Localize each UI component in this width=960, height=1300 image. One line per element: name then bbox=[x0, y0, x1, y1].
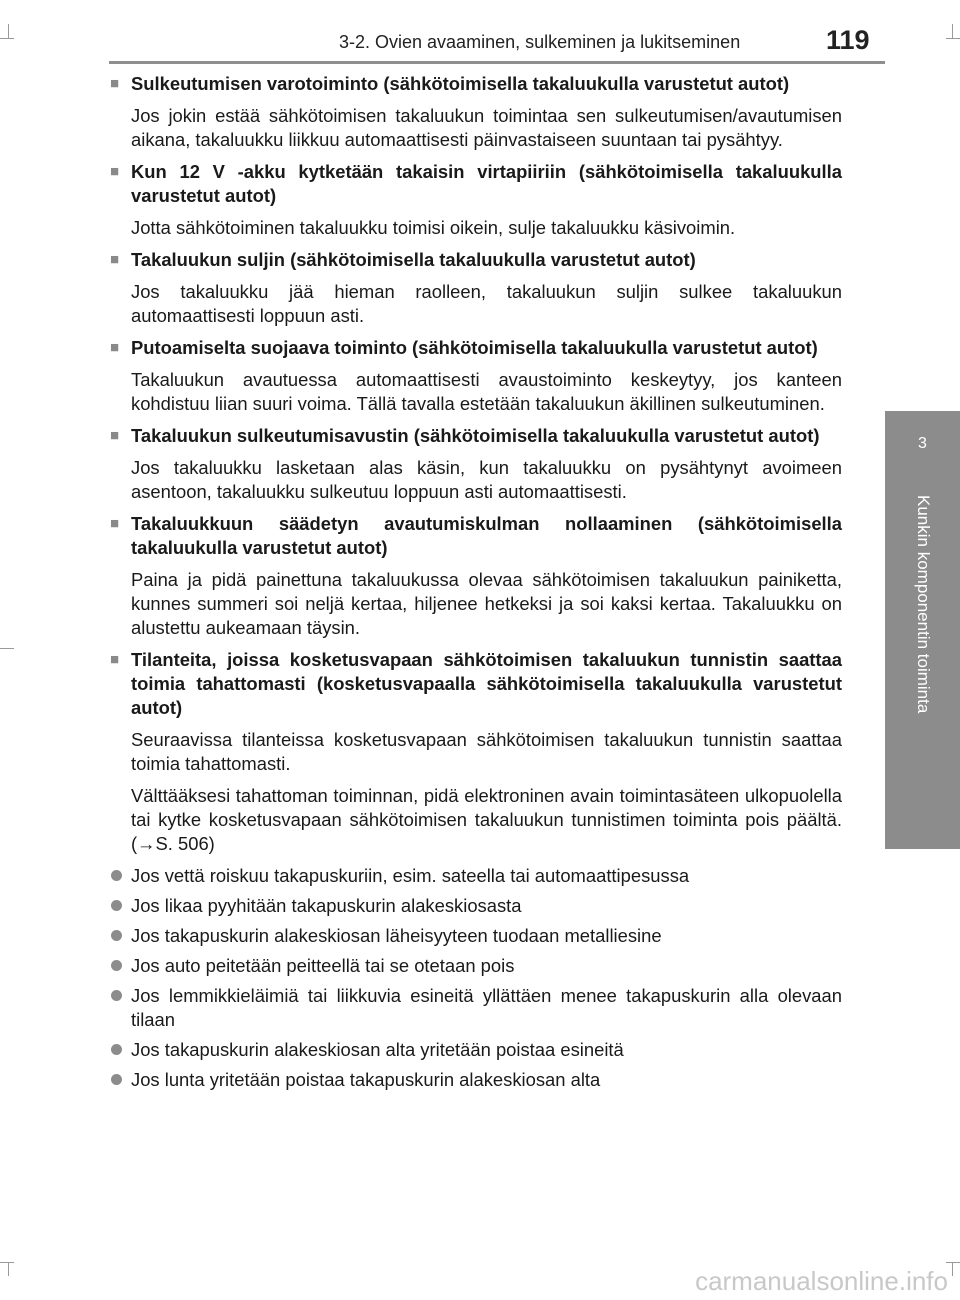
paragraph: Paina ja pidä painettuna takaluukussa olevaa sähkötoimisen takaluukun painiketta, kunnes summeri soi neljä kertaa, hiljenee hetkeksi ja soi kaksi kertaa. Takaluukku on alustettu aukeamaan täysin. bbox=[131, 569, 842, 638]
crop-mark bbox=[952, 1262, 953, 1276]
chapter-number: 3 bbox=[918, 435, 927, 452]
square-bullet-icon: ■ bbox=[110, 651, 120, 668]
paragraph: Seuraavissa tilanteissa kosketusvapaan sähkötoimisen takaluukun tunnistin saattaa toimia tahattomasti. bbox=[131, 729, 842, 774]
square-bullet-icon: ■ bbox=[110, 339, 120, 356]
round-bullet-icon bbox=[111, 990, 122, 1001]
list-item bbox=[110, 1038, 842, 1062]
crop-mark bbox=[0, 1262, 14, 1263]
section-heading-text: Kun 12 V -akku kytketään takaisin virtapiiriin (sähkötoimisella takaluukulla varustetut autot) bbox=[131, 161, 842, 206]
page-number: 119 bbox=[826, 25, 870, 55]
paragraph: Jos takaluukku lasketaan alas käsin, kun takaluukku on pysähtynyt avoimeen asentoon, takaluukku sulkeutuu loppuun asti automaattisesti. bbox=[131, 457, 842, 502]
header-rule bbox=[109, 61, 885, 64]
list-item bbox=[110, 954, 842, 978]
section-heading bbox=[110, 512, 842, 560]
list-item bbox=[110, 924, 842, 948]
section-heading bbox=[110, 160, 842, 208]
round-bullet-icon bbox=[111, 900, 122, 911]
paragraph: Välttääksesi tahattoman toiminnan, pidä elektroninen avain toimintasäteen ulkopuolella tai kytke kosketusvapaan sähkötoimisen takaluukun tunnistimen toiminta pois päältä. (→S. 506) bbox=[131, 785, 842, 854]
round-bullet-icon bbox=[111, 870, 122, 881]
section-heading bbox=[110, 72, 842, 96]
section-heading-text: Takaluukun sulkeutumisavustin (sähkötoimisella takaluukulla varustetut autot) bbox=[131, 425, 820, 446]
page-content bbox=[110, 72, 842, 1100]
section bbox=[110, 648, 842, 1092]
paragraph: Jos jokin estää sähkötoimisen takaluukun toimintaa sen sulkeutumisen/avautumisen aikana, takaluukku liikkuu automaattisesti päinvastaiseen suuntaan tai pysähtyy. bbox=[131, 105, 842, 150]
page-header bbox=[0, 0, 960, 62]
section-heading-text: Sulkeutumisen varotoiminto (sähkötoimisella takaluukulla varustetut autot) bbox=[131, 73, 790, 94]
section-heading-text: Tilanteita, joissa kosketusvapaan sähkötoimisen takaluukun tunnistin saattaa toimia tahattomasti (kosketusvapaalla sähkötoimisella takaluukulla varustetut autot) bbox=[131, 649, 842, 718]
list-item bbox=[110, 984, 842, 1032]
crop-mark bbox=[0, 648, 14, 649]
paragraph: Jotta sähkötoiminen takaluukku toimisi oikein, sulje takaluukku käsivoimin. bbox=[131, 217, 736, 238]
list-item-text: Jos auto peitetään peitteellä tai se otetaan pois bbox=[131, 955, 515, 976]
section-heading-text: Putoamiselta suojaava toiminto (sähkötoimisella takaluukulla varustetut autot) bbox=[131, 337, 818, 358]
section bbox=[110, 72, 842, 152]
paragraph: Takaluukun avautuessa automaattisesti avaustoiminto keskeytyy, jos kanteen kohdistuu liian suuri voima. Tällä tavalla estetään takaluukun äkillinen sulkeutuminen. bbox=[131, 369, 842, 414]
list-item-text: Jos takapuskurin alakeskiosan läheisyyteen tuodaan metalliesine bbox=[131, 925, 662, 946]
list-item bbox=[110, 864, 842, 888]
section-heading-text: Takaluukkuun säädetyn avautumiskulman nollaaminen (sähkötoimisella takaluukulla varustetut autot) bbox=[131, 513, 842, 558]
section-heading bbox=[110, 336, 842, 360]
section bbox=[110, 424, 842, 504]
square-bullet-icon: ■ bbox=[110, 427, 120, 444]
chapter-side-tab bbox=[885, 411, 960, 849]
crop-mark bbox=[8, 1262, 9, 1276]
round-bullet-icon bbox=[111, 1074, 122, 1085]
list-item-text: Jos takapuskurin alakeskiosan alta yritetään poistaa esineitä bbox=[131, 1039, 624, 1060]
section bbox=[110, 336, 842, 416]
section bbox=[110, 512, 842, 640]
list-item-text: Jos lemmikkieläimiä tai liikkuvia esineitä yllättäen menee takapuskurin alla olevaan tilaan bbox=[131, 985, 842, 1030]
square-bullet-icon: ■ bbox=[110, 163, 120, 180]
list-item-text: Jos likaa pyyhitään takapuskurin alakeskiosasta bbox=[131, 895, 522, 916]
square-bullet-icon: ■ bbox=[110, 515, 120, 532]
crop-mark bbox=[946, 1262, 960, 1263]
round-bullet-icon bbox=[111, 960, 122, 971]
list-item bbox=[110, 1068, 842, 1092]
section-heading-text: Takaluukun suljin (sähkötoimisella takaluukulla varustetut autot) bbox=[131, 249, 696, 270]
paragraph: Jos takaluukku jää hieman raolleen, takaluukun suljin sulkee takaluukun automaattisesti loppuun asti. bbox=[131, 281, 842, 326]
round-bullet-icon bbox=[111, 1044, 122, 1055]
section bbox=[110, 248, 842, 328]
round-bullet-icon bbox=[111, 930, 122, 941]
square-bullet-icon: ■ bbox=[110, 251, 120, 268]
list-item-text: Jos vettä roiskuu takapuskuriin, esim. sateella tai automaattipesussa bbox=[131, 865, 690, 886]
bullet-list bbox=[110, 864, 842, 1092]
watermark-logo: carmanualsonline.info bbox=[695, 1266, 948, 1296]
section-heading bbox=[110, 424, 842, 448]
chapter-title: Kunkin komponentin toiminta bbox=[914, 495, 933, 714]
section bbox=[110, 160, 842, 240]
square-bullet-icon: ■ bbox=[110, 75, 120, 92]
list-item bbox=[110, 894, 842, 918]
list-item-text: Jos lunta yritetään poistaa takapuskurin alakeskiosan alta bbox=[131, 1069, 601, 1090]
section-heading bbox=[110, 648, 842, 720]
section-heading bbox=[110, 248, 842, 272]
chapter-section-title: 3-2. Ovien avaaminen, sulkeminen ja lukitseminen bbox=[339, 32, 741, 52]
